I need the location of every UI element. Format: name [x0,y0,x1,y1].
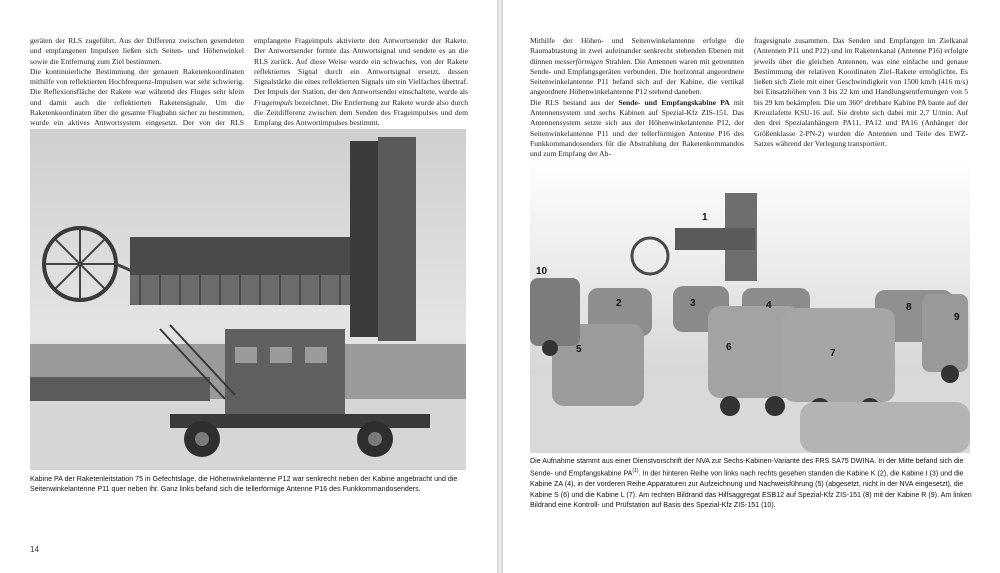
photo-label-2: 2 [616,298,622,309]
photo-label-6: 6 [726,342,732,353]
photo-label-3: 3 [690,298,696,309]
cabins-overview-illustration [530,160,970,453]
right-column-1 [530,36,744,160]
right-col1-para-1: Mithilfe der Höhen- und Seitenwinkelantenne erfolgte die Raumabtastung in zwei aufeinander senkrecht stehenden Ebenen mit dünnen messerförmigen Strahlen. Die Antennen waren mit getrennten Sende- und Empfangsgeräten verbunden. Die horizontal angeordnete Seitenwinkelantenne P11 befand sich auf der Kabine, die vertikal angeordnete Höhenwinkelantenne P12 stehend daneben. [530,36,744,97]
radar-cabin-photo [30,129,466,470]
photo-label-7: 7 [830,348,836,359]
photo-label-9: 9 [954,312,960,323]
radar-cabin-illustration [30,129,466,470]
left-caption-text: Kabine PA der Raketenleitstation 75 in Gefechtslage, die Höhenwinkelantenne P12 war senkrecht neben der Kabine angebracht und die Seitenwinkelantenne P11 quer neben ihr. Ganz links befand sich die tellerförmige Antenne P16 des Funkkommandosenders. [30,475,458,494]
right-page [503,0,1000,573]
right-col1-para-2: Die RLS bestand aus der Sende- und Empfangskabine PA mit Antennensystem und sechs Kabinen auf Spezial-Kfz ZIS-151. Das Antennensystem setzte sich aus der Höhenwinkelantenne P12, der Seitenwinkelantenne P11 und der tellerförmigen Antenne P16 des Funkkommandosenders für die Abstrahlung der Raketenkommandos und zum Empfang der Ab- [530,97,744,159]
left-column-2 [254,36,468,129]
right-photo-caption [530,456,974,510]
left-photo-caption [30,474,470,495]
cabins-overview-photo [530,160,970,453]
photo-label-8: 8 [906,302,912,313]
left-col2-para: empfangene Frageimpuls aktivierte den Antwortsender der Rakete. Der Antwortsender formte das Antwortsignal und sendete es an die RLS zurück. Auf diese Weise wurde ein schwaches, von der Rakete reflektiertes Signal durch ein Antwortsignal ersetzt, dessen Signalstärke die eines reflektierten Signals um ein Vielfaches übertraf. Der Impuls der Station, der den Antwortsender einschaltete, wurde als Frageimpuls bezeichnet. Die Entfernung zur Rakete wurde also durch die Zeitdifferenz zwischen dem Senden des Frageimpulses und dem Empfang des Antwortimpulses bestimmt. [254,36,468,128]
left-col1-para-1: geräten der RLS zugeführt. Aus der Differenz zwischen gesendeten und empfangenen Impulsen ließen sich Seiten- und Höhenwinkel sowie die Entfernung zum Ziel bestimmen. [30,36,244,66]
left-col1-para-2: Die kontinuierliche Bestimmung der genauen Raketenkoordinaten mithilfe von reflektierten Hochfrequenz-Impulsen war sehr schwierig. Die Reflexionsfläche der Rakete war während des Fluges sehr klein und damit auch die reflektierten Raketensignale. Um die Raketenkoordinaten über die gesamte Flugbahn sicher zu bestimmen, wurde ein aktives Antwortsystem eingesetzt. Der von der RLS [30,66,244,128]
left-column-1 [30,36,244,139]
right-column-2 [754,36,968,149]
right-caption-text: Die Aufnahme stammt aus einer Dienstvorschrift der NVA zur Sechs-Kabinen-Variante des FRS SA75 DWINA. In der Mitte befand sich die Sende- und Empfangskabine PA$^{(1)}$. In der hinteren Reihe von links nach rechts gesehen standen die Kabine K (2), die Kabine I (3) und die Kabine ZA (4), in der vorderen Reihe Apparaturen zur Aufzeichnung und Nachweisführung (5) (abgesetzt, nicht in der NVA eingesetzt), die Kabine S (6) und die Kabine L (7). Am rechten Bildrand das Hilfsaggregat ESB12 auf Spezial-Kfz ZIS-151 (8) mit der Kabine R (9). Am linken Bildrand eine Kontroll- und Prüfstation auf Basis des Spezial-Kfz ZIS-151 (10). [530,457,972,509]
right-col2-para: fragesignale zusammen. Das Senden und Empfangen im Zielkanal (Antennen P11 und P12) und im Raketenkanal (Antenne P16) erfolgte jeweils über die gleichen Antennen, was eine einfache und genaue Bestimmung der relativen Koordinaten Ziel–Rakete ermöglichte. Es ließen sich Ziele mit einer Geschwindigkeit von 1500 km/h (416 m/s) bei Einsatzhöhen von 3 bis 22 km und Handlungsentfernungen von 5 bis 29 km bekämpfen. Die um 360° drehbare Kabine PA baute auf der Kreuzlafette KSU-16 auf. Sie drehte sich dabei mit 2,7 U/min. Auf den drei Spezialanhängern PA11, PA12 und PA16 (Anhänger der Größenklasse 2-PN-2) wurden die Antennen und Teile des EWZ-Satzes während der Verlegung transportiert. [754,36,968,148]
left-page [0,0,497,573]
photo-label-1: 1 [702,212,708,223]
photo-label-5: 5 [576,344,582,355]
photo-label-4: 4 [766,300,772,311]
photo-label-10: 10 [536,266,548,277]
page-number: 14 [30,545,39,554]
